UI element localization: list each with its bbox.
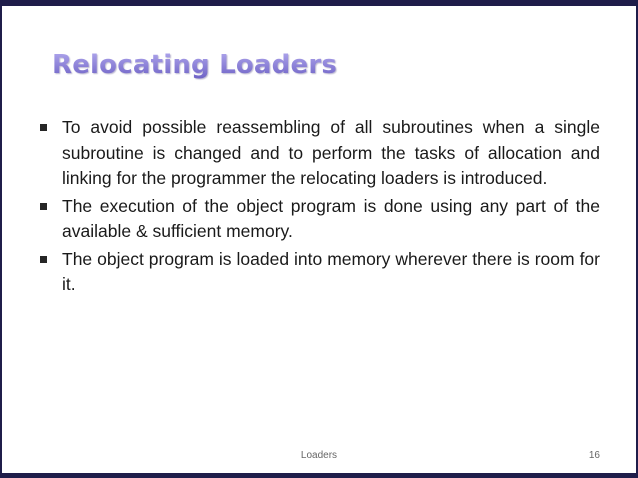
bullet-text: To avoid possible reassembling of all subroutines when a single subroutine is changed and to perform the tasks of allocation and linking for the programmer the relocating loaders is introduced. xyxy=(62,117,600,188)
bullet-item xyxy=(38,247,600,298)
square-bullet-icon xyxy=(40,256,47,263)
top-frame-bar xyxy=(0,0,638,6)
bottom-frame-bar xyxy=(0,473,638,478)
slide-title: Relocating Loaders xyxy=(52,50,338,80)
bullet-text: The object program is loaded into memory wherever there is room for it. xyxy=(62,248,600,294)
bullet-item xyxy=(38,115,600,192)
square-bullet-icon xyxy=(40,203,47,210)
bullet-item xyxy=(38,194,600,245)
left-frame-bar xyxy=(0,6,2,473)
bullet-list xyxy=(38,115,600,300)
bullet-text: The execution of the object program is done using any part of the available & sufficient memory. xyxy=(62,195,600,241)
footer-label: Loaders xyxy=(300,450,338,461)
page-number: 16 xyxy=(588,450,600,461)
square-bullet-icon xyxy=(40,124,47,131)
